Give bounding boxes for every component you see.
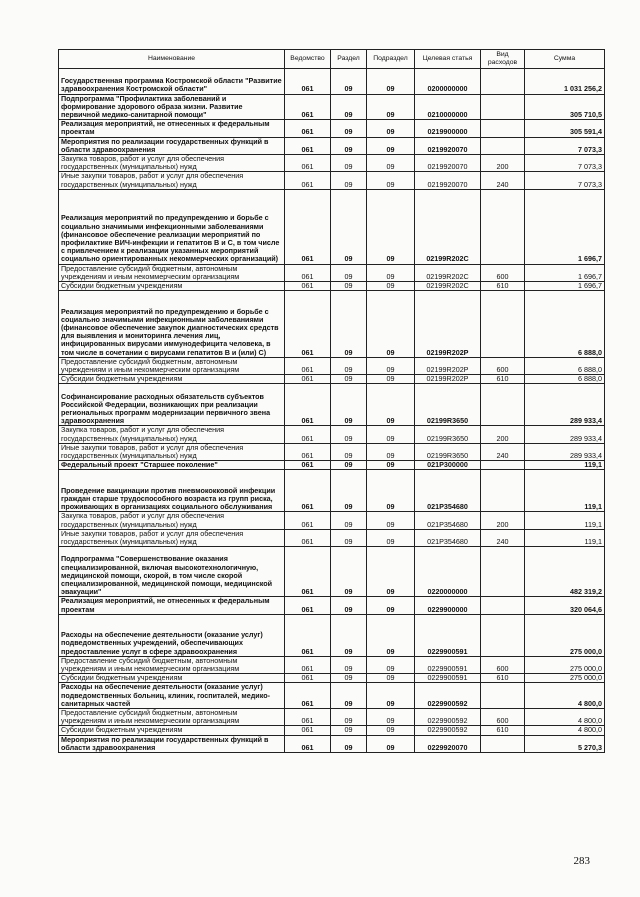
- cell-subsection: 09: [367, 547, 415, 597]
- cell-section: 09: [331, 443, 367, 460]
- cell-target-article: 02199R3650: [415, 443, 481, 460]
- cell-subsection: 09: [367, 709, 415, 726]
- cell-target-article: 02199R3650: [415, 426, 481, 443]
- cell-name: Подпрограмма "Профилактика заболеваний и формирование здорового образа жизни. Развитие первичной медико-санитарной помощи": [59, 94, 285, 120]
- cell-department: 061: [285, 614, 331, 656]
- cell-subsection: 09: [367, 189, 415, 264]
- cell-department: 061: [285, 264, 331, 281]
- header-section: Раздел: [331, 50, 367, 69]
- cell-department: 061: [285, 155, 331, 172]
- cell-section: 09: [331, 735, 367, 752]
- cell-target-article: 02199R202C: [415, 264, 481, 281]
- cell-name: Субсидии бюджетным учреждениям: [59, 674, 285, 683]
- cell-section: 09: [331, 189, 367, 264]
- table-row: [59, 282, 605, 291]
- table-row: [59, 94, 605, 120]
- cell-target-article: 0200000000: [415, 69, 481, 95]
- cell-target-article: 0229900592: [415, 726, 481, 735]
- cell-section: 09: [331, 120, 367, 137]
- cell-amount: 7 073,3: [525, 172, 605, 189]
- cell-section: 09: [331, 282, 367, 291]
- cell-section: 09: [331, 375, 367, 384]
- table-row: [59, 461, 605, 470]
- cell-target-article: 0219920070: [415, 137, 481, 154]
- cell-amount: 5 270,3: [525, 735, 605, 752]
- cell-expense-type: [481, 735, 525, 752]
- cell-expense-type: [481, 69, 525, 95]
- header-target-article: Целевая статья: [415, 50, 481, 69]
- cell-expense-type: 610: [481, 726, 525, 735]
- cell-name: Предоставление субсидий бюджетным, автономным учреждениям и иным некоммерческим организациям: [59, 709, 285, 726]
- cell-subsection: 09: [367, 461, 415, 470]
- cell-target-article: 021P300000: [415, 461, 481, 470]
- cell-section: 09: [331, 384, 367, 426]
- cell-expense-type: [481, 597, 525, 614]
- cell-name: Государственная программа Костромской области "Развитие здравоохранения Костромской области": [59, 69, 285, 95]
- cell-section: 09: [331, 683, 367, 709]
- page-number: 283: [573, 855, 590, 867]
- cell-amount: 275 000,0: [525, 656, 605, 673]
- cell-name: Предоставление субсидий бюджетным, автономным учреждениям и иным некоммерческим организациям: [59, 656, 285, 673]
- cell-section: 09: [331, 726, 367, 735]
- cell-subsection: 09: [367, 614, 415, 656]
- cell-subsection: 09: [367, 512, 415, 529]
- cell-section: 09: [331, 614, 367, 656]
- cell-department: 061: [285, 529, 331, 546]
- cell-amount: 119,1: [525, 461, 605, 470]
- cell-department: 061: [285, 512, 331, 529]
- cell-expense-type: 240: [481, 443, 525, 460]
- cell-subsection: 09: [367, 597, 415, 614]
- cell-name: Иные закупки товаров, работ и услуг для обеспечения государственных (муниципальных) нужд: [59, 443, 285, 460]
- cell-expense-type: 200: [481, 426, 525, 443]
- cell-name: Расходы на обеспечение деятельности (оказание услуг) подведомственных больниц, клиник, госпиталей, медико-санитарных частей: [59, 683, 285, 709]
- cell-department: 061: [285, 597, 331, 614]
- cell-expense-type: 600: [481, 709, 525, 726]
- cell-amount: 482 319,2: [525, 547, 605, 597]
- table-row: [59, 384, 605, 426]
- cell-section: 09: [331, 529, 367, 546]
- cell-subsection: 09: [367, 384, 415, 426]
- cell-target-article: 0229900591: [415, 674, 481, 683]
- cell-amount: 119,1: [525, 470, 605, 512]
- cell-department: 061: [285, 426, 331, 443]
- cell-section: 09: [331, 69, 367, 95]
- cell-department: 061: [285, 357, 331, 374]
- cell-section: 09: [331, 426, 367, 443]
- cell-amount: 119,1: [525, 529, 605, 546]
- cell-section: 09: [331, 264, 367, 281]
- table-row: [59, 137, 605, 154]
- table-header-row: [59, 50, 605, 69]
- cell-section: 09: [331, 512, 367, 529]
- cell-target-article: 0229900591: [415, 656, 481, 673]
- cell-expense-type: [481, 614, 525, 656]
- cell-name: Проведение вакцинации против пневмококковой инфекции граждан старше трудоспособного возраста из групп риска, проживающих в организациях социального обслуживания: [59, 470, 285, 512]
- cell-name: Предоставление субсидий бюджетным, автономным учреждениям и иным некоммерческим организациям: [59, 357, 285, 374]
- cell-amount: 4 800,0: [525, 709, 605, 726]
- cell-name: Реализация мероприятий, не отнесенных к федеральным проектам: [59, 597, 285, 614]
- cell-expense-type: 200: [481, 155, 525, 172]
- table-row: [59, 726, 605, 735]
- table-row: [59, 614, 605, 656]
- cell-amount: 289 933,4: [525, 384, 605, 426]
- cell-amount: 4 800,0: [525, 726, 605, 735]
- cell-section: 09: [331, 461, 367, 470]
- cell-subsection: 09: [367, 94, 415, 120]
- cell-amount: 1 031 256,2: [525, 69, 605, 95]
- cell-subsection: 09: [367, 69, 415, 95]
- cell-amount: 289 933,4: [525, 443, 605, 460]
- cell-amount: 1 696,7: [525, 282, 605, 291]
- cell-subsection: 09: [367, 656, 415, 673]
- table-row: [59, 656, 605, 673]
- cell-subsection: 09: [367, 470, 415, 512]
- cell-target-article: 021P354680: [415, 529, 481, 546]
- cell-section: 09: [331, 155, 367, 172]
- cell-target-article: 021P354680: [415, 470, 481, 512]
- cell-department: 061: [285, 375, 331, 384]
- table-row: [59, 155, 605, 172]
- cell-department: 061: [285, 683, 331, 709]
- cell-department: 061: [285, 735, 331, 752]
- cell-amount: 1 696,7: [525, 264, 605, 281]
- table-row: [59, 529, 605, 546]
- cell-name: Иные закупки товаров, работ и услуг для обеспечения государственных (муниципальных) нужд: [59, 172, 285, 189]
- cell-subsection: 09: [367, 137, 415, 154]
- cell-expense-type: 600: [481, 357, 525, 374]
- cell-subsection: 09: [367, 291, 415, 358]
- cell-department: 061: [285, 291, 331, 358]
- cell-expense-type: [481, 189, 525, 264]
- cell-target-article: 0229900592: [415, 709, 481, 726]
- cell-amount: 320 064,6: [525, 597, 605, 614]
- table-row: [59, 547, 605, 597]
- cell-name: Субсидии бюджетным учреждениям: [59, 726, 285, 735]
- cell-name: Расходы на обеспечение деятельности (оказание услуг) подведомственных учреждений, обеспечивающих предоставление услуг в сфере здравоохранения: [59, 614, 285, 656]
- cell-amount: 1 696,7: [525, 189, 605, 264]
- cell-department: 061: [285, 120, 331, 137]
- cell-amount: 6 888,0: [525, 291, 605, 358]
- cell-department: 061: [285, 189, 331, 264]
- cell-expense-type: [481, 384, 525, 426]
- cell-target-article: 0229920070: [415, 735, 481, 752]
- cell-name: Мероприятия по реализации государственных функций в области здравоохранения: [59, 735, 285, 752]
- cell-expense-type: 610: [481, 674, 525, 683]
- cell-amount: 4 800,0: [525, 683, 605, 709]
- table-row: [59, 69, 605, 95]
- cell-amount: 275 000,0: [525, 674, 605, 683]
- cell-name: Подпрограмма "Совершенствование оказания специализированной, включая высокотехнологичную, медицинской помощи, скорой, в том числе скорой специализированной, медицинской помощи, медицинской эвакуации": [59, 547, 285, 597]
- table-row: [59, 709, 605, 726]
- cell-subsection: 09: [367, 357, 415, 374]
- cell-amount: 289 933,4: [525, 426, 605, 443]
- cell-expense-type: [481, 547, 525, 597]
- table-row: [59, 443, 605, 460]
- table-row: [59, 426, 605, 443]
- cell-department: 061: [285, 443, 331, 460]
- table-row: [59, 375, 605, 384]
- cell-expense-type: 240: [481, 172, 525, 189]
- table-row: [59, 512, 605, 529]
- cell-expense-type: [481, 683, 525, 709]
- cell-expense-type: 600: [481, 656, 525, 673]
- cell-target-article: 0229900591: [415, 614, 481, 656]
- cell-section: 09: [331, 172, 367, 189]
- cell-target-article: 02199R202C: [415, 282, 481, 291]
- cell-target-article: 021P354680: [415, 512, 481, 529]
- table-row: [59, 120, 605, 137]
- cell-section: 09: [331, 597, 367, 614]
- cell-section: 09: [331, 291, 367, 358]
- cell-amount: 119,1: [525, 512, 605, 529]
- cell-target-article: 0229900592: [415, 683, 481, 709]
- cell-expense-type: [481, 461, 525, 470]
- budget-table: [58, 49, 605, 753]
- cell-name: Закупка товаров, работ и услуг для обеспечения государственных (муниципальных) нужд: [59, 512, 285, 529]
- cell-subsection: 09: [367, 529, 415, 546]
- cell-amount: 275 000,0: [525, 614, 605, 656]
- cell-department: 061: [285, 172, 331, 189]
- cell-department: 061: [285, 547, 331, 597]
- cell-subsection: 09: [367, 735, 415, 752]
- cell-target-article: 0219900000: [415, 120, 481, 137]
- cell-department: 061: [285, 137, 331, 154]
- cell-name: Реализация мероприятий, не отнесенных к федеральным проектам: [59, 120, 285, 137]
- cell-name: Закупка товаров, работ и услуг для обеспечения государственных (муниципальных) нужд: [59, 426, 285, 443]
- cell-department: 061: [285, 461, 331, 470]
- cell-target-article: 0229900000: [415, 597, 481, 614]
- table-row: [59, 189, 605, 264]
- cell-name: Реализация мероприятий по предупреждению и борьбе с социально значимыми инфекционными заболеваниями (финансовое обеспечение реализации мероприятий по профилактике ВИЧ-инфекции и гепатитов В и С, в том числе с привлечением к реализации указанных мероприятий социально ориентированных некоммерческих организаций): [59, 189, 285, 264]
- table-row: [59, 597, 605, 614]
- cell-name: Мероприятия по реализации государственных функций в области здравоохранения: [59, 137, 285, 154]
- cell-subsection: 09: [367, 264, 415, 281]
- cell-department: 061: [285, 674, 331, 683]
- cell-department: 061: [285, 384, 331, 426]
- cell-target-article: 0210000000: [415, 94, 481, 120]
- cell-name: Иные закупки товаров, работ и услуг для обеспечения государственных (муниципальных) нужд: [59, 529, 285, 546]
- cell-expense-type: 240: [481, 529, 525, 546]
- cell-target-article: 0219920070: [415, 172, 481, 189]
- cell-expense-type: [481, 291, 525, 358]
- header-department: Ведомство: [285, 50, 331, 69]
- cell-section: 09: [331, 709, 367, 726]
- cell-subsection: 09: [367, 172, 415, 189]
- cell-section: 09: [331, 547, 367, 597]
- cell-target-article: 02199R3650: [415, 384, 481, 426]
- cell-target-article: 0220000000: [415, 547, 481, 597]
- table-row: [59, 264, 605, 281]
- cell-subsection: 09: [367, 282, 415, 291]
- cell-expense-type: [481, 120, 525, 137]
- cell-subsection: 09: [367, 443, 415, 460]
- cell-department: 061: [285, 282, 331, 291]
- table-row: [59, 735, 605, 752]
- header-amount: Сумма: [525, 50, 605, 69]
- table-row: [59, 172, 605, 189]
- cell-section: 09: [331, 137, 367, 154]
- table-row: [59, 674, 605, 683]
- cell-target-article: 02199R202P: [415, 375, 481, 384]
- cell-target-article: 02199R202P: [415, 291, 481, 358]
- cell-target-article: 02199R202P: [415, 357, 481, 374]
- cell-name: Реализация мероприятий по предупреждению и борьбе с социально значимыми инфекционными заболеваниями (финансовое обеспечение закупок диагностических средств для выявления и мониторинга лечения лиц, инфицированных вирусами иммунодефицита человека, в том числе в сочетании с вирусами гепатитов В и (или) С): [59, 291, 285, 358]
- cell-section: 09: [331, 94, 367, 120]
- cell-department: 061: [285, 470, 331, 512]
- cell-amount: 6 888,0: [525, 375, 605, 384]
- cell-amount: 7 073,3: [525, 155, 605, 172]
- cell-expense-type: [481, 137, 525, 154]
- cell-subsection: 09: [367, 375, 415, 384]
- cell-amount: 6 888,0: [525, 357, 605, 374]
- header-expense-type: Вид расходов: [481, 50, 525, 69]
- cell-department: 061: [285, 656, 331, 673]
- cell-expense-type: 600: [481, 264, 525, 281]
- cell-amount: 305 591,4: [525, 120, 605, 137]
- cell-section: 09: [331, 656, 367, 673]
- cell-expense-type: 200: [481, 512, 525, 529]
- table-row: [59, 291, 605, 358]
- cell-expense-type: 610: [481, 282, 525, 291]
- cell-subsection: 09: [367, 120, 415, 137]
- cell-subsection: 09: [367, 155, 415, 172]
- cell-department: 061: [285, 69, 331, 95]
- cell-name: Федеральный проект "Старшее поколение": [59, 461, 285, 470]
- table-row: [59, 357, 605, 374]
- header-name: Наименование: [59, 50, 285, 69]
- cell-target-article: 0219920070: [415, 155, 481, 172]
- cell-name: Субсидии бюджетным учреждениям: [59, 282, 285, 291]
- cell-department: 061: [285, 94, 331, 120]
- cell-expense-type: 610: [481, 375, 525, 384]
- cell-subsection: 09: [367, 726, 415, 735]
- cell-amount: 7 073,3: [525, 137, 605, 154]
- cell-subsection: 09: [367, 683, 415, 709]
- cell-expense-type: [481, 94, 525, 120]
- cell-subsection: 09: [367, 674, 415, 683]
- header-subsection: Подраздел: [367, 50, 415, 69]
- cell-section: 09: [331, 674, 367, 683]
- cell-department: 061: [285, 726, 331, 735]
- cell-subsection: 09: [367, 426, 415, 443]
- table-row: [59, 470, 605, 512]
- cell-amount: 305 710,5: [525, 94, 605, 120]
- cell-name: Закупка товаров, работ и услуг для обеспечения государственных (муниципальных) нужд: [59, 155, 285, 172]
- cell-department: 061: [285, 709, 331, 726]
- table-row: [59, 683, 605, 709]
- cell-expense-type: [481, 470, 525, 512]
- cell-name: Предоставление субсидий бюджетным, автономным учреждениям и иным некоммерческим организациям: [59, 264, 285, 281]
- cell-section: 09: [331, 470, 367, 512]
- cell-section: 09: [331, 357, 367, 374]
- cell-target-article: 02199R202C: [415, 189, 481, 264]
- cell-name: Субсидии бюджетным учреждениям: [59, 375, 285, 384]
- cell-name: Софинансирование расходных обязательств субъектов Российской Федерации, возникающих при реализации региональных программ модернизации первичного звена здравоохранения: [59, 384, 285, 426]
